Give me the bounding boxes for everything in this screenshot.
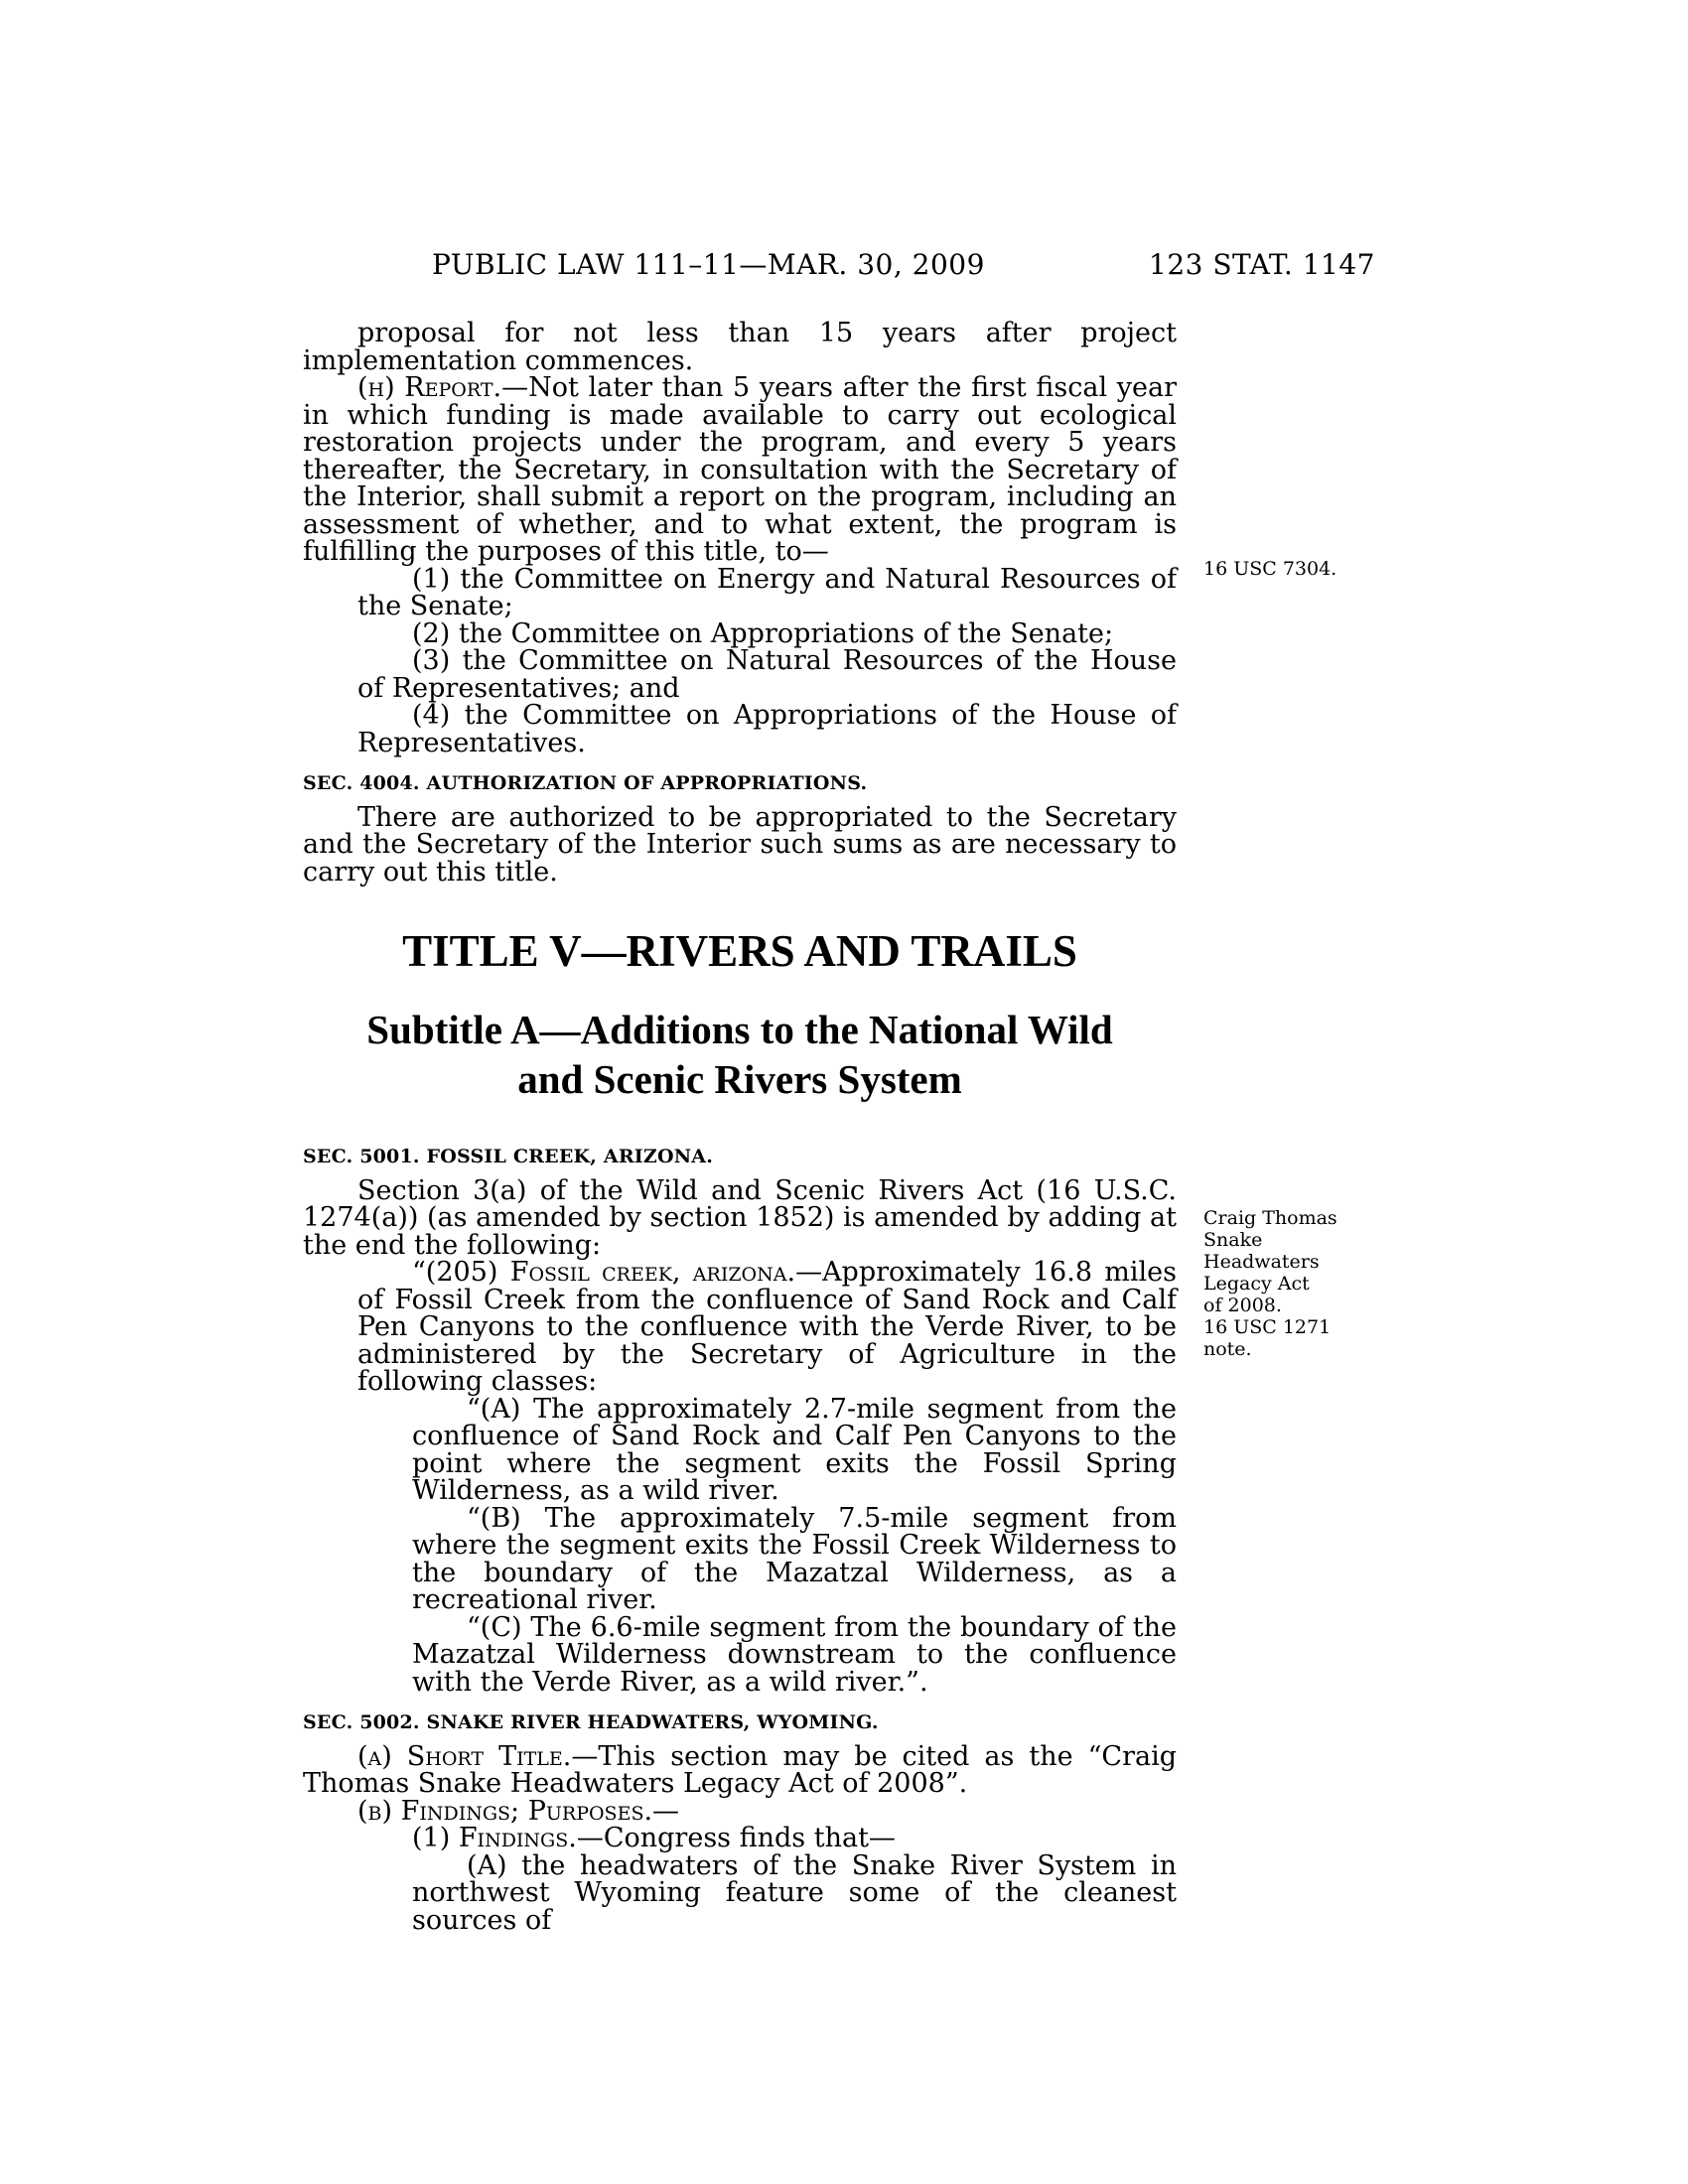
findings-purposes-text: —	[652, 1795, 680, 1827]
report-label: (h) Report.	[357, 372, 502, 403]
paragraph-report	[303, 374, 1177, 566]
paragraph-finding-a: (A) the headwaters of the Snake River System in northwest Wyoming feature some of the cleanest sources of	[412, 1849, 1177, 1936]
list-item: (1) the Committee on Energy and Natural Resources of the Senate;	[357, 563, 1177, 621]
margin-note-text: 16 USC 7304.	[1203, 558, 1337, 580]
paragraph-intro: proposal for not less than 15 years after project implementation commences.	[303, 318, 1177, 376]
subtitle-line: Subtitle A—Additions to the National Wild	[366, 1007, 1113, 1052]
statute-page-number: 123 STAT. 1147	[1149, 248, 1375, 281]
margin-note-line: of 2008.	[1203, 1295, 1282, 1316]
margin-note-sec4004	[1203, 558, 1342, 580]
margin-note-line: note.	[1203, 1338, 1252, 1360]
findings-purposes-label: (b) Findings; Purposes.	[357, 1795, 653, 1827]
paragraph-sec5001: Section 3(a) of the Wild and Scenic Rivers Act (16 U.S.C. 1274(a)) (as amended by section 1852) is amended by adding at the end the following:	[303, 1174, 1177, 1261]
report-text: —Not later than 5 years after the first fiscal year in which funding is made available to carry out ecological restoration projects under the program, and every 5 years thereafter, the Secretary, in consultation with the Secretary of the Interior, shall submit a report on the program, including an assessment of whether, and to what extent, the program is fulfilling the purposes of this title, to—	[303, 372, 1177, 567]
section-heading-5001: SEC. 5001. FOSSIL CREEK, ARIZONA.	[303, 1146, 714, 1167]
margin-note-line: 16 USC 1271	[1203, 1316, 1332, 1338]
margin-note-line: Headwaters	[1203, 1251, 1320, 1273]
short-title-label: (a) Short Title.	[357, 1740, 572, 1772]
paragraph-sec4004: There are authorized to be appropriated to the Secretary and the Secretary of the Interior such sums as are necessary to carry out this title.	[303, 801, 1177, 887]
findings-label: (1) Findings.	[412, 1823, 577, 1853]
list-item: (4) the Committee on Appropriations of the House of Representatives.	[357, 700, 1177, 758]
margin-note-line: Craig Thomas	[1203, 1207, 1337, 1229]
title-heading: TITLE V—RIVERS AND TRAILS	[402, 926, 1077, 976]
running-head-title: PUBLIC LAW 111–11—MAR. 30, 2009	[432, 248, 985, 281]
clause-c: “(C) The 6.6-mile segment from the boundary of the Mazatzal Wilderness downstream to the confluence with the Verde River, as a wild river.”.	[412, 1611, 1177, 1698]
clause-b: “(B) The approximately 7.5-mile segment from where the segment exits the Fossil Creek Wilderness to the boundary of the Mazatzal Wilderness, as a recreational river.	[412, 1502, 1177, 1615]
paragraph-205	[303, 1259, 1177, 1396]
section-heading-5002: SEC. 5002. SNAKE RIVER HEADWATERS, WYOMING.	[303, 1711, 879, 1733]
paragraph-short-title	[303, 1740, 1177, 1799]
list-item: (3) the Committee on Natural Resources of the House of Representatives; and	[357, 645, 1177, 704]
paragraph-findings	[303, 1825, 1177, 1852]
findings-text: —Congress finds that—	[576, 1823, 896, 1853]
p205-label: “(205) Fossil creek, arizona.	[412, 1257, 796, 1288]
subtitle-heading	[303, 1005, 1177, 1104]
margin-note-line: Legacy Act	[1203, 1273, 1310, 1295]
clause-a: “(A) The approximately 2.7-mile segment from the confluence of Sand Rock and Calf Pen Canyons to the point where the segment exits the Fossil Spring Wilderness, as a wild river.	[412, 1393, 1177, 1506]
paragraph-findings-purposes	[303, 1795, 1177, 1827]
margin-note-sec5002	[1203, 1207, 1342, 1360]
section-heading-4004: SEC. 4004. AUTHORIZATION OF APPROPRIATIONS.	[303, 772, 868, 794]
running-head	[303, 248, 1375, 288]
p205-text: —Approximately 16.8 miles of Fossil Creek from the confluence of Sand Rock and Calf Pen Canyons to the confluence with the Verde River, to be administered by the Secretary of Agriculture in the following classes:	[357, 1257, 1178, 1397]
body-text	[303, 320, 1177, 1934]
short-title-text: —This section may be cited as the “Craig Thomas Snake Headwaters Legacy Act of 2008”.	[303, 1740, 1177, 1799]
list-item: (2) the Committee on Appropriations of the Senate;	[412, 617, 1114, 649]
margin-note-line: Snake	[1203, 1229, 1263, 1251]
subtitle-line: and Scenic Rivers System	[517, 1056, 962, 1102]
